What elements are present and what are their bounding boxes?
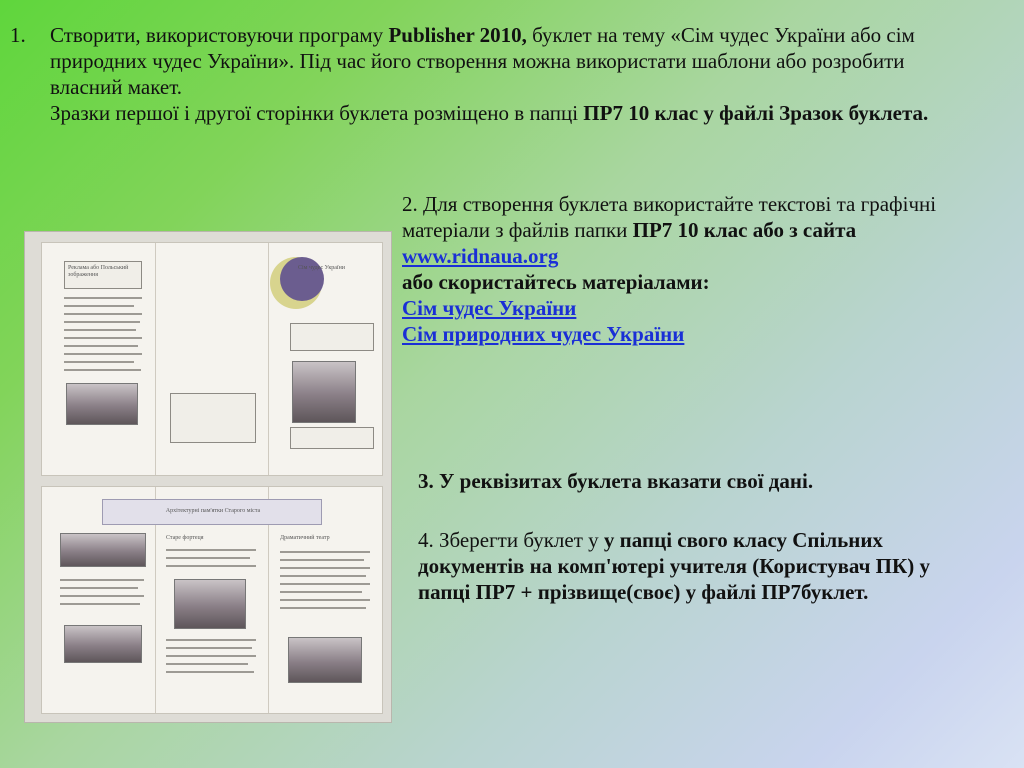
page2-col3-photo [288,637,362,683]
page1-left-title-box [64,261,142,289]
page1-moon-shadow [280,257,324,301]
ridnaua-link[interactable]: www.ridnaua.org [402,244,559,268]
page2-col3-title: Драматичний театр [280,535,330,541]
page1-left-photo [66,383,138,425]
page1-middle-box [170,393,256,443]
page2-col2-photo [174,579,246,629]
page2-left-photo-bottom [64,625,142,663]
item-2-text: 2. Для створення буклета використайте текстові та графічні матеріали з файлів папки ПР7 10 клас або з сайта www.ridnaua.org або скористайтесь матеріалами: Сім чудес України Сім природних чудес України [402,192,937,346]
seven-natural-wonders-link[interactable]: Сім природних чудес України [402,322,685,346]
item-4-text: 4. Зберегти буклет у у папці свого класу Спільних документів на комп'ютері учителя (Користувач ПК) у папці ПР7 + прізвище(своє) у файлі ПР7буклет. [418,528,930,604]
booklet-page-2 [41,486,383,714]
page2-header-bar [102,499,322,525]
page2-left-photo-top [60,533,146,567]
booklet-page-1 [41,242,383,476]
page1-right-caption-box [290,427,374,449]
page2-col2-title: Старе фортеця [166,535,204,541]
booklet-sample-image [24,231,392,723]
page1-right-header: Сім чудес України [298,265,346,271]
page2-header: Архітектурні пам'ятки Старого міста [165,508,261,514]
seven-wonders-link[interactable]: Сім чудес України [402,296,577,320]
item-3-text: 3. У реквізитах буклета вказати свої дані. [418,469,814,493]
page1-left-title: Реклама або Польський зображення [68,265,129,278]
item-1-text: Створити, використовуючи програму Publisher 2010, буклет на тему «Сім чудес України або сім природних чудес України». Під час його створення можна використати шаблони або розробити власний макет. Зразки першої і другої сторінки буклета розміщено в папці ПР7 10 клас у файлі Зразок буклета. [50,23,929,125]
item-1-number: 1. [10,23,26,47]
page1-right-photo [292,361,356,423]
page1-right-box [290,323,374,351]
